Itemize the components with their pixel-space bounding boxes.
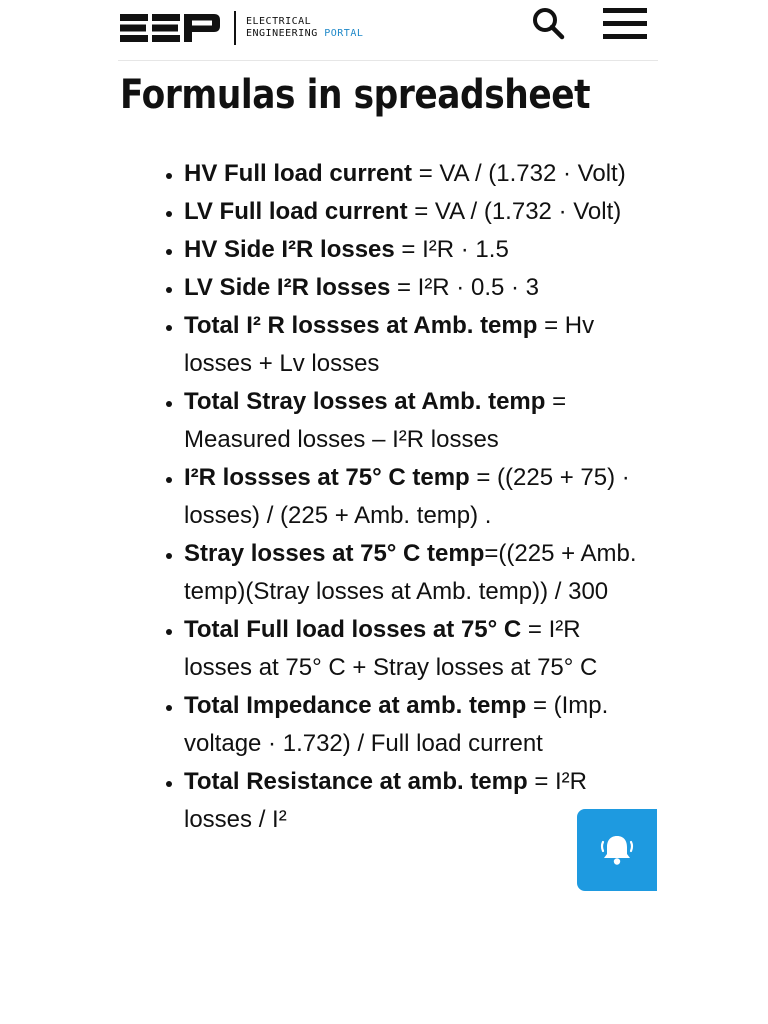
list-item xyxy=(184,611,654,687)
menu-button[interactable] xyxy=(601,6,649,42)
formula-text: = Measured losses – I²R losses xyxy=(184,388,567,453)
hamburger-menu-icon xyxy=(601,6,649,42)
bell-icon xyxy=(597,830,637,870)
logo-line-2 xyxy=(246,28,363,40)
formula-term: Total I² R lossses at Amb. temp xyxy=(184,312,538,339)
list-item xyxy=(184,459,654,535)
formula-text: = I²R · 1.5 xyxy=(394,236,509,263)
notification-button[interactable] xyxy=(577,809,657,891)
logo-divider xyxy=(234,11,236,45)
eep-logo-mark xyxy=(120,12,220,44)
formula-term: I²R lossses at 75° C temp xyxy=(184,464,470,491)
formula-term: LV Side I²R losses xyxy=(184,274,391,301)
logo-line-1: ELECTRICAL xyxy=(246,16,312,27)
search-icon xyxy=(531,6,567,42)
formula-term: Total Stray losses at Amb. temp xyxy=(184,388,546,415)
logo-line-2-prefix: ENGINEERING xyxy=(246,28,325,39)
formula-text: = Hv losses + Lv losses xyxy=(184,312,595,377)
formula-term: Total Resistance at amb. temp xyxy=(184,768,528,795)
formula-term: Total Impedance at amb. temp xyxy=(184,692,527,719)
logo-text xyxy=(246,16,363,40)
formula-list xyxy=(160,155,654,839)
formula-term: HV Full load current xyxy=(184,160,413,187)
formula-term: Stray losses at 75° C temp xyxy=(184,540,485,567)
list-item xyxy=(184,269,654,307)
page-title: Formulas in spreadsheet xyxy=(120,72,591,118)
list-item xyxy=(184,535,654,611)
formula-text: = VA / (1.732 · Volt) xyxy=(407,198,622,225)
formula-text: = ((225 + 75) · losses) / (225 + Amb. temp) . xyxy=(184,464,630,529)
formula-term: Total Full load losses at 75° C xyxy=(184,616,522,643)
formula-text: = I²R · 0.5 · 3 xyxy=(390,274,540,301)
formula-text: = I²R losses at 75° C + Stray losses at 75° C xyxy=(184,616,598,681)
formula-text: = I²R losses / I² xyxy=(184,768,587,833)
logo-line-2-accent: PORTAL xyxy=(324,28,364,39)
formula-text: = VA / (1.732 · Volt) xyxy=(412,160,626,187)
formula-text: =((225 + Amb. temp)(Stray losses at Amb. temp)) / 300 xyxy=(184,540,637,605)
list-item xyxy=(184,687,654,763)
list-item xyxy=(184,193,654,231)
site-logo[interactable] xyxy=(120,10,363,46)
list-item xyxy=(184,231,654,269)
formula-term: HV Side I²R losses xyxy=(184,236,395,263)
site-header xyxy=(118,0,658,61)
list-item xyxy=(184,155,654,193)
list-item xyxy=(184,383,654,459)
list-item xyxy=(184,307,654,383)
formula-term: LV Full load current xyxy=(184,198,408,225)
formula-text: = (Imp. voltage · 1.732) / Full load current xyxy=(184,692,609,757)
search-button[interactable] xyxy=(531,6,567,42)
